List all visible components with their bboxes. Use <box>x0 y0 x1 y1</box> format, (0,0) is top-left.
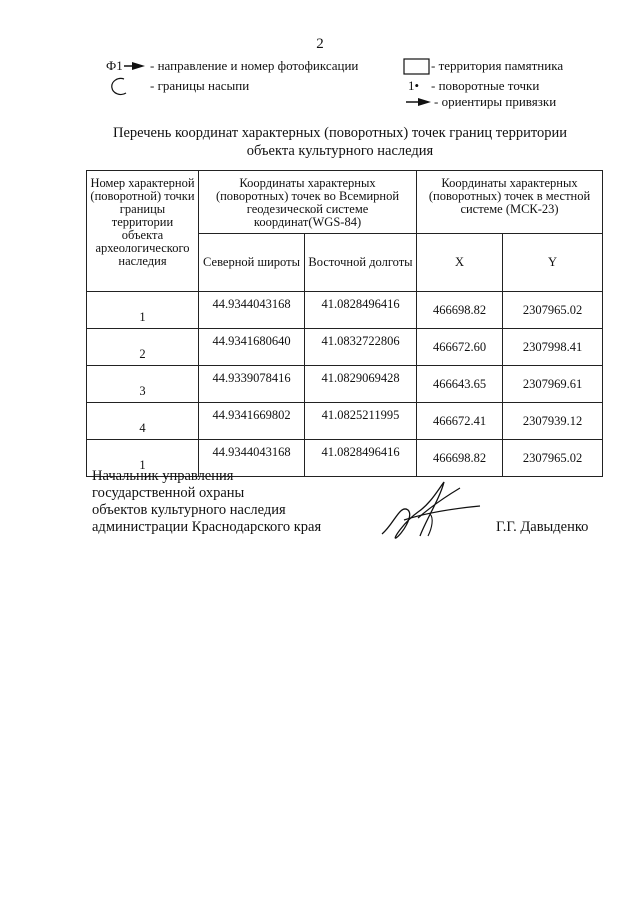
document-title <box>60 124 620 160</box>
cell-y: 2307998.41 <box>503 329 603 366</box>
cell-latitude: 44.9344043168 <box>199 292 305 329</box>
mound-boundary-icon <box>104 76 130 96</box>
cell-x: 466698.82 <box>417 292 503 329</box>
legend-mound-boundary: - границы насыпи <box>150 78 250 93</box>
cell-latitude: 44.9341669802 <box>199 403 305 440</box>
table-body <box>87 292 603 477</box>
header-north-latitude: Северной широты <box>199 233 305 291</box>
cell-longitude: 41.0832722806 <box>305 329 417 366</box>
header-wgs84: Координаты характерных (поворотных) точек во Всемирной геодезической системе координат(WGS-84) <box>199 171 417 234</box>
cell-point: 3 <box>87 366 199 403</box>
cell-y: 2307965.02 <box>503 440 603 477</box>
signatory-position <box>92 468 321 536</box>
legend-reference-points: - ориентиры привязки <box>434 94 557 109</box>
cell-y: 2307969.61 <box>503 366 603 403</box>
cell-point: 2 <box>87 329 199 366</box>
cell-longitude: 41.0825211995 <box>305 403 417 440</box>
monument-territory-icon <box>403 58 431 76</box>
cell-y: 2307965.02 <box>503 292 603 329</box>
header-east-longitude: Восточной долготы <box>305 233 417 291</box>
coordinates-table <box>86 170 603 477</box>
cell-longitude: 41.0829069428 <box>305 366 417 403</box>
header-msk23: Координаты характерных (поворотных) точек в местной системе (МСК-23) <box>417 171 603 234</box>
reference-arrow-icon <box>406 97 432 107</box>
table-row <box>87 366 603 403</box>
legend-monument-territory: - территория памятника <box>431 58 564 73</box>
cell-x: 466698.82 <box>417 440 503 477</box>
cell-y: 2307939.12 <box>503 403 603 440</box>
table-row <box>87 329 603 366</box>
title-line-1: Перечень координат характерных (поворотных) точек границ территории <box>112 125 568 141</box>
cell-x: 466672.60 <box>417 329 503 366</box>
position-line-1: Начальник управления <box>92 468 234 484</box>
signatory-name: Г.Г. Давыденко <box>496 519 589 535</box>
handwritten-signature-icon <box>374 474 484 546</box>
cell-point: 1 <box>87 440 199 477</box>
legend-turning-points: - поворотные точки <box>431 78 540 93</box>
cell-latitude: 44.9341680640 <box>199 329 305 366</box>
cell-latitude: 44.9339078416 <box>199 366 305 403</box>
table-row <box>87 403 603 440</box>
header-point-number: Номер характерной (поворотной) точки границы территории объекта археологического наследия <box>87 171 199 292</box>
position-line-4: администрации Краснодарского края <box>92 519 322 535</box>
position-line-3: объектов культурного наследия <box>92 502 286 518</box>
position-line-2: государственной охраны <box>92 485 245 501</box>
page-number: 2 <box>316 36 324 52</box>
cell-x: 466643.65 <box>417 366 503 403</box>
cell-longitude: 41.0828496416 <box>305 440 417 477</box>
header-x: X <box>417 233 503 291</box>
legend-photo-direction: - направление и номер фотофиксации <box>150 58 359 73</box>
cell-point: 4 <box>87 403 199 440</box>
cell-longitude: 41.0828496416 <box>305 292 417 329</box>
photo-prefix: Ф1 <box>106 58 123 73</box>
header-y: Y <box>503 233 603 291</box>
table-header-row <box>87 171 603 234</box>
table-row <box>87 292 603 329</box>
cell-x: 466672.41 <box>417 403 503 440</box>
cell-latitude: 44.9344043168 <box>199 440 305 477</box>
cell-point: 1 <box>87 292 199 329</box>
turning-point-marker: 1• <box>408 78 420 93</box>
title-line-2: объекта культурного наследия <box>246 143 434 159</box>
photo-direction-arrow-icon <box>124 61 146 71</box>
